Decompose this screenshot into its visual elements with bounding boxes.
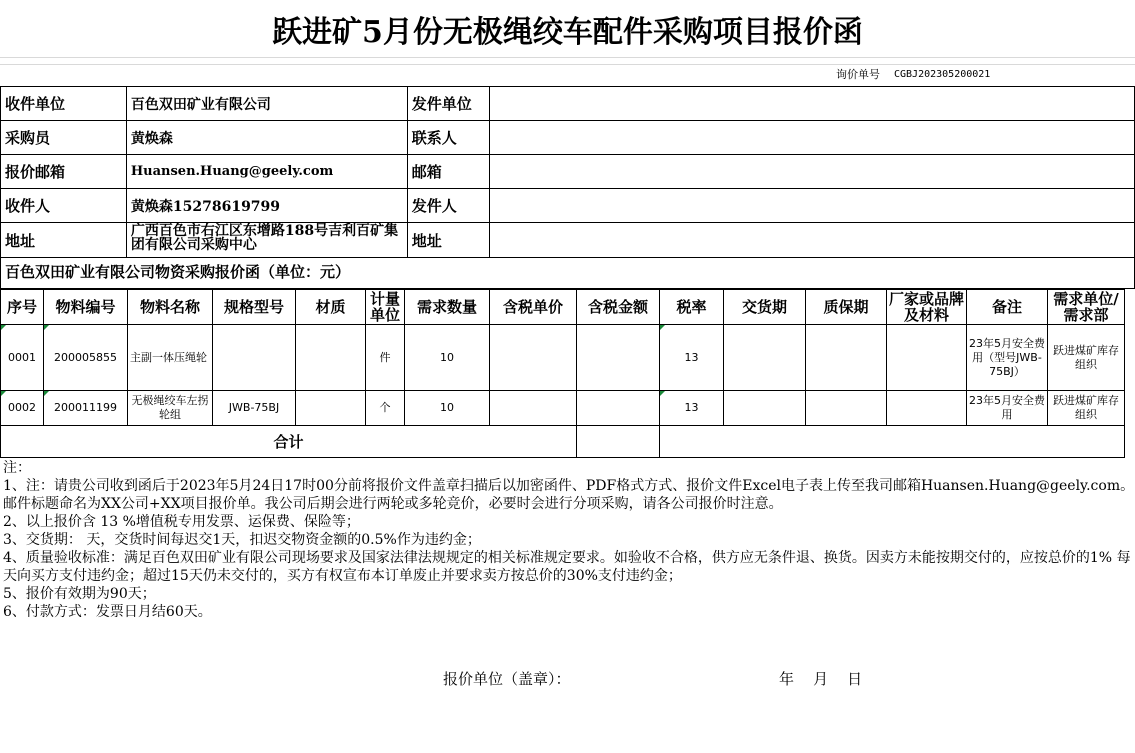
table-row — [1, 325, 1125, 391]
cell-material-name[interactable]: 无极绳绞车左拐轮组 — [128, 391, 213, 426]
note-2: 2、以上报价含 13 %增值税专用发票、运保费、保险等； — [3, 514, 360, 530]
cell-remark[interactable]: 23年5月安全费用（型号JWB-75BJ） — [967, 325, 1048, 391]
email-value[interactable] — [489, 155, 1134, 189]
header-spec: 规格型号 — [213, 290, 296, 325]
cell-warranty[interactable] — [806, 391, 887, 426]
cell-seq[interactable]: 0002 — [1, 391, 44, 426]
note-1: 1、注：请贵公司收到函后于2023年5月24日17时00分前将报价文件盖章扫描后以加密函件、PDF格式方式、报价文件Excel电子表上传至我司邮箱Huansen.Huang@geely.com。邮件标题命名为XX公司+XX项目报价单。我公司后期会进行两轮或多轮竞价，必要时会进行分项采购，请各公司报价时注意。 — [3, 478, 1135, 512]
note-6: 6、付款方式：发票日月结60天。 — [3, 604, 212, 620]
cell-unit[interactable]: 件 — [366, 325, 405, 391]
cell-amount[interactable] — [577, 391, 660, 426]
quote-email-value[interactable]: Huansen.Huang@geely.com — [126, 155, 407, 189]
address2-value[interactable] — [489, 223, 1134, 258]
header-tax-rate: 税率 — [660, 290, 724, 325]
cell-dept[interactable]: 跃进煤矿库存组织 — [1048, 391, 1125, 426]
document-title: 跃进矿5月份无极绳绞车配件采购项目报价函 — [0, 0, 1135, 58]
cell-material-code[interactable]: 200011199 — [44, 391, 128, 426]
table-row — [1, 391, 1125, 426]
total-amount[interactable] — [577, 426, 660, 458]
cell-brand[interactable] — [887, 391, 967, 426]
header-unit: 计量单位 — [366, 290, 405, 325]
cell-spec[interactable]: JWB-75BJ — [213, 391, 296, 426]
signature-label: 报价单位（盖章）： — [443, 670, 571, 688]
email-label: 邮箱 — [407, 155, 489, 189]
receiver-unit-label: 收件单位 — [1, 87, 127, 121]
quote-email-label: 报价邮箱 — [1, 155, 127, 189]
header-amount: 含税金额 — [577, 290, 660, 325]
contact-info-table — [0, 86, 1135, 258]
cell-remark[interactable]: 23年5月安全费用 — [967, 391, 1048, 426]
contact-label: 联系人 — [407, 121, 489, 155]
cell-qty[interactable]: 10 — [405, 391, 490, 426]
cell-tax-rate[interactable]: 13 — [660, 325, 724, 391]
header-unit-price: 含税单价 — [490, 290, 577, 325]
items-table — [0, 289, 1125, 458]
sender-label: 发件人 — [407, 189, 489, 223]
note-3: 3、交货期： 天，交货时间每迟交1天，扣迟交物资金额的0.5%作为违约金； — [3, 532, 481, 548]
cell-texture[interactable] — [296, 325, 366, 391]
notes-section — [0, 459, 1135, 621]
header-warranty: 质保期 — [806, 290, 887, 325]
signature-date: 年 月 日 — [779, 670, 863, 688]
total-row — [1, 426, 1125, 458]
header-seq: 序号 — [1, 290, 44, 325]
cell-unit[interactable]: 个 — [366, 391, 405, 426]
header-qty: 需求数量 — [405, 290, 490, 325]
buyer-label: 采购员 — [1, 121, 127, 155]
header-delivery: 交货期 — [724, 290, 806, 325]
note-4: 4、质量验收标准：满足百色双田矿业有限公司现场要求及国家法律法规规定的相关标准规定要求。如验收不合格，供方应无条件退、换货。因卖方未能按期交付的，应按总价的1% 每天向买方支付违约金；超过15天仍未交付的，买方有权宣布本订单废止并要求卖方按总价的30%支付违约金； — [3, 550, 1131, 584]
sender-unit-label: 发件单位 — [407, 87, 489, 121]
address2-label: 地址 — [407, 223, 489, 258]
cell-delivery[interactable] — [724, 391, 806, 426]
cell-material-name[interactable]: 主副一体压绳轮 — [128, 325, 213, 391]
recipient-label: 收件人 — [1, 189, 127, 223]
cell-warranty[interactable] — [806, 325, 887, 391]
section-title: 百色双田矿业有限公司物资采购报价函（单位：元） — [0, 257, 1135, 289]
cell-tax-rate[interactable]: 13 — [660, 391, 724, 426]
header-brand: 厂家或品牌及材料 — [887, 290, 967, 325]
cell-dept[interactable]: 跃进煤矿库存组织 — [1048, 325, 1125, 391]
cell-qty[interactable]: 10 — [405, 325, 490, 391]
address-value[interactable]: 广西百色市右江区东增路188号吉利百矿集团有限公司采购中心 — [126, 223, 407, 258]
header-dept: 需求单位/需求部 — [1048, 290, 1125, 325]
inquiry-number-label: 询价单号 — [836, 68, 880, 81]
sender-value[interactable] — [489, 189, 1134, 223]
cell-unit-price[interactable] — [490, 391, 577, 426]
total-rest — [660, 426, 1125, 458]
recipient-value[interactable]: 黄焕森15278619799 — [126, 189, 407, 223]
cell-delivery[interactable] — [724, 325, 806, 391]
cell-seq[interactable]: 0001 — [1, 325, 44, 391]
cell-material-code[interactable]: 200005855 — [44, 325, 128, 391]
header-texture: 材质 — [296, 290, 366, 325]
contact-value[interactable] — [489, 121, 1134, 155]
cell-spec[interactable] — [213, 325, 296, 391]
cell-unit-price[interactable] — [490, 325, 577, 391]
inquiry-number-value[interactable]: CGBJ202305200021 — [894, 69, 991, 80]
receiver-unit-value[interactable]: 百色双田矿业有限公司 — [126, 87, 407, 121]
sender-unit-value[interactable] — [489, 87, 1134, 121]
buyer-value[interactable]: 黄焕森 — [126, 121, 407, 155]
notes-heading: 注： — [3, 460, 31, 476]
note-5: 5、报价有效期为90天； — [3, 586, 156, 602]
address-label: 地址 — [1, 223, 127, 258]
cell-brand[interactable] — [887, 325, 967, 391]
table-header-row — [1, 290, 1125, 325]
header-material-code: 物料编号 — [44, 290, 128, 325]
cell-texture[interactable] — [296, 391, 366, 426]
header-material-name: 物料名称 — [128, 290, 213, 325]
total-label: 合计 — [1, 426, 577, 458]
cell-amount[interactable] — [577, 325, 660, 391]
header-remark: 备注 — [967, 290, 1048, 325]
